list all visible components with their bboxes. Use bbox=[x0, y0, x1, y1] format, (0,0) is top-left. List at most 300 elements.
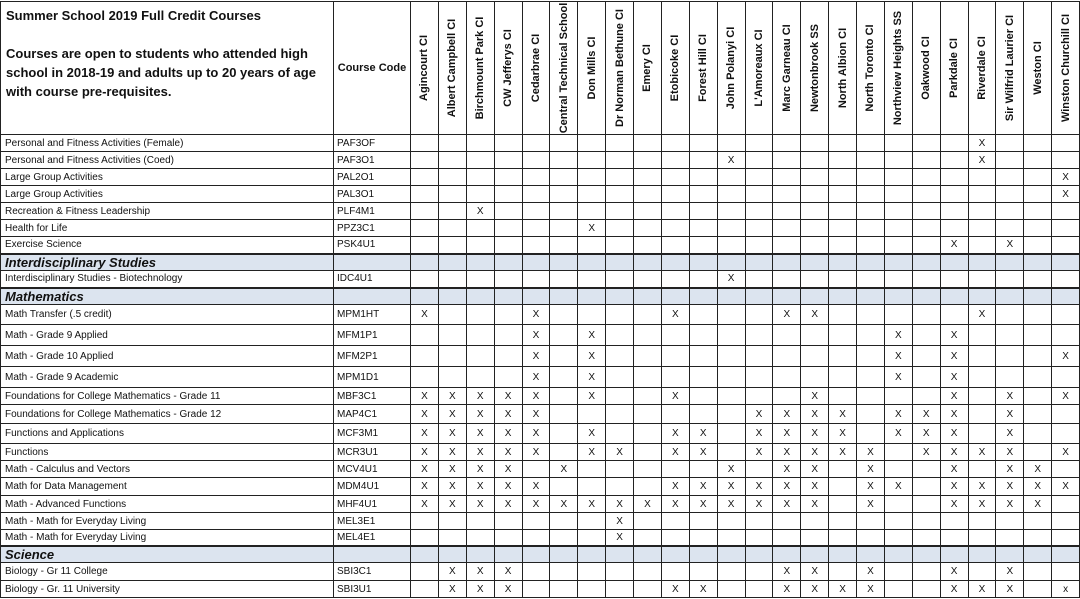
availability-cell: X bbox=[494, 496, 522, 513]
availability-cell bbox=[829, 186, 857, 203]
empty-cell bbox=[745, 546, 773, 563]
course-name: Math - Grade 9 Applied bbox=[1, 325, 334, 346]
course-code: PSK4U1 bbox=[334, 237, 411, 254]
course-code: PAF3O1 bbox=[334, 152, 411, 169]
course-name: Math - Math for Everyday Living bbox=[1, 530, 334, 546]
empty-cell bbox=[334, 254, 411, 271]
empty-cell bbox=[996, 546, 1024, 563]
course-code: PAL2O1 bbox=[334, 169, 411, 186]
availability-cell bbox=[912, 203, 940, 220]
availability-cell bbox=[801, 203, 829, 220]
availability-cell bbox=[411, 367, 439, 388]
availability-cell bbox=[411, 169, 439, 186]
school-name: Birchmount Park CI bbox=[474, 16, 487, 120]
empty-cell bbox=[968, 254, 996, 271]
availability-cell bbox=[494, 152, 522, 169]
school-name: Agincourt CI bbox=[418, 35, 431, 101]
empty-cell bbox=[717, 546, 745, 563]
availability-cell: X bbox=[661, 444, 689, 461]
availability-cell bbox=[745, 563, 773, 581]
availability-cell bbox=[968, 388, 996, 405]
availability-cell: X bbox=[940, 444, 968, 461]
empty-cell bbox=[606, 254, 634, 271]
availability-cell bbox=[717, 367, 745, 388]
school-header bbox=[550, 2, 578, 135]
availability-cell: X bbox=[466, 388, 494, 405]
availability-cell bbox=[634, 271, 662, 288]
school-name: John Polanyi CI bbox=[725, 26, 738, 110]
school-header bbox=[494, 2, 522, 135]
availability-cell bbox=[661, 152, 689, 169]
availability-cell: X bbox=[717, 271, 745, 288]
school-header bbox=[968, 2, 996, 135]
empty-cell bbox=[801, 546, 829, 563]
availability-cell bbox=[438, 186, 466, 203]
course-name: Math - Calculus and Vectors bbox=[1, 461, 334, 478]
availability-cell bbox=[829, 496, 857, 513]
availability-cell bbox=[968, 405, 996, 424]
availability-cell bbox=[745, 581, 773, 598]
school-name: Northview Heights SS bbox=[892, 10, 905, 126]
availability-cell bbox=[884, 388, 912, 405]
availability-cell: X bbox=[912, 405, 940, 424]
availability-cell bbox=[717, 388, 745, 405]
availability-cell bbox=[689, 405, 717, 424]
availability-cell bbox=[857, 135, 885, 152]
school-name: North Albion CI bbox=[836, 27, 849, 109]
availability-cell bbox=[661, 135, 689, 152]
availability-cell bbox=[466, 367, 494, 388]
availability-cell bbox=[550, 388, 578, 405]
availability-cell bbox=[606, 271, 634, 288]
availability-cell bbox=[1052, 305, 1080, 325]
availability-cell: X bbox=[411, 496, 439, 513]
availability-cell bbox=[689, 325, 717, 346]
availability-cell bbox=[494, 367, 522, 388]
course-row bbox=[1, 271, 1080, 288]
availability-cell bbox=[829, 325, 857, 346]
availability-cell bbox=[550, 346, 578, 367]
school-name: Parkdale CI bbox=[948, 38, 961, 98]
availability-cell: X bbox=[857, 461, 885, 478]
availability-cell bbox=[466, 271, 494, 288]
course-code: MPM1HT bbox=[334, 305, 411, 325]
empty-cell bbox=[912, 546, 940, 563]
availability-cell bbox=[1024, 405, 1052, 424]
availability-cell bbox=[411, 152, 439, 169]
availability-cell: X bbox=[996, 388, 1024, 405]
availability-cell bbox=[634, 367, 662, 388]
availability-cell bbox=[857, 405, 885, 424]
availability-cell: X bbox=[745, 424, 773, 444]
availability-cell: X bbox=[494, 424, 522, 444]
availability-cell: X bbox=[522, 305, 550, 325]
availability-cell bbox=[438, 237, 466, 254]
availability-cell bbox=[829, 461, 857, 478]
availability-cell bbox=[606, 325, 634, 346]
availability-cell bbox=[857, 169, 885, 186]
availability-cell bbox=[857, 220, 885, 237]
empty-cell bbox=[689, 288, 717, 305]
availability-cell bbox=[745, 186, 773, 203]
availability-cell bbox=[829, 563, 857, 581]
availability-cell bbox=[606, 203, 634, 220]
empty-cell bbox=[334, 546, 411, 563]
eligibility-note: Courses are open to students who attended high school in 2018-19 and adults up to 20 years of age with course pre-requisites. bbox=[6, 46, 316, 99]
school-name: Marc Garneau CI bbox=[780, 24, 793, 112]
availability-cell bbox=[773, 530, 801, 546]
availability-cell bbox=[689, 237, 717, 254]
empty-cell bbox=[884, 254, 912, 271]
availability-cell: X bbox=[884, 346, 912, 367]
availability-cell: X bbox=[745, 444, 773, 461]
availability-cell bbox=[1024, 220, 1052, 237]
empty-cell bbox=[578, 254, 606, 271]
availability-cell bbox=[411, 203, 439, 220]
availability-cell bbox=[466, 325, 494, 346]
availability-cell: X bbox=[578, 424, 606, 444]
availability-cell bbox=[550, 405, 578, 424]
availability-cell bbox=[968, 346, 996, 367]
course-name: Health for Life bbox=[1, 220, 334, 237]
availability-cell bbox=[717, 237, 745, 254]
availability-cell bbox=[801, 367, 829, 388]
course-name: Math - Grade 10 Applied bbox=[1, 346, 334, 367]
availability-cell bbox=[773, 325, 801, 346]
course-row bbox=[1, 530, 1080, 546]
availability-cell: X bbox=[578, 388, 606, 405]
availability-cell bbox=[940, 152, 968, 169]
availability-cell bbox=[634, 405, 662, 424]
availability-cell bbox=[773, 513, 801, 530]
availability-cell: X bbox=[438, 478, 466, 496]
availability-cell bbox=[829, 135, 857, 152]
availability-cell bbox=[494, 325, 522, 346]
availability-cell bbox=[1024, 388, 1052, 405]
availability-cell: X bbox=[466, 203, 494, 220]
availability-cell bbox=[996, 367, 1024, 388]
empty-cell bbox=[550, 254, 578, 271]
course-code: MCF3M1 bbox=[334, 424, 411, 444]
availability-cell bbox=[745, 220, 773, 237]
availability-cell: X bbox=[940, 581, 968, 598]
availability-cell bbox=[829, 220, 857, 237]
section-row bbox=[1, 254, 1080, 271]
availability-cell: X bbox=[940, 405, 968, 424]
availability-cell bbox=[717, 305, 745, 325]
availability-cell bbox=[773, 367, 801, 388]
availability-cell: X bbox=[1052, 478, 1080, 496]
availability-cell bbox=[857, 530, 885, 546]
availability-cell bbox=[801, 220, 829, 237]
availability-cell bbox=[522, 530, 550, 546]
availability-cell bbox=[857, 388, 885, 405]
availability-cell bbox=[996, 220, 1024, 237]
course-code: PPZ3C1 bbox=[334, 220, 411, 237]
availability-cell bbox=[578, 530, 606, 546]
availability-cell bbox=[912, 152, 940, 169]
course-code: SBI3U1 bbox=[334, 581, 411, 598]
empty-cell bbox=[411, 254, 439, 271]
empty-cell bbox=[522, 546, 550, 563]
availability-cell: X bbox=[522, 424, 550, 444]
availability-cell bbox=[578, 152, 606, 169]
availability-cell bbox=[773, 152, 801, 169]
availability-cell bbox=[1024, 513, 1052, 530]
course-code: MFM2P1 bbox=[334, 346, 411, 367]
course-code: MAP4C1 bbox=[334, 405, 411, 424]
availability-cell: X bbox=[940, 478, 968, 496]
availability-cell bbox=[466, 220, 494, 237]
availability-cell bbox=[634, 563, 662, 581]
empty-cell bbox=[829, 254, 857, 271]
availability-cell bbox=[745, 530, 773, 546]
course-code: MCR3U1 bbox=[334, 444, 411, 461]
availability-cell bbox=[1024, 367, 1052, 388]
availability-cell bbox=[717, 424, 745, 444]
availability-cell bbox=[689, 563, 717, 581]
availability-cell bbox=[857, 237, 885, 254]
course-code: MPM1D1 bbox=[334, 367, 411, 388]
availability-cell: X bbox=[912, 444, 940, 461]
header-row bbox=[1, 2, 1080, 135]
availability-cell bbox=[884, 135, 912, 152]
availability-cell bbox=[1052, 496, 1080, 513]
availability-cell: X bbox=[773, 581, 801, 598]
availability-cell bbox=[912, 220, 940, 237]
school-name: Central Technical School bbox=[557, 2, 570, 134]
availability-cell bbox=[550, 367, 578, 388]
availability-cell bbox=[968, 237, 996, 254]
school-header bbox=[466, 2, 494, 135]
availability-cell bbox=[634, 305, 662, 325]
availability-cell: X bbox=[884, 325, 912, 346]
empty-cell bbox=[1052, 288, 1080, 305]
availability-cell bbox=[829, 305, 857, 325]
availability-cell: X bbox=[494, 478, 522, 496]
availability-cell bbox=[606, 367, 634, 388]
availability-cell bbox=[411, 135, 439, 152]
school-header bbox=[634, 2, 662, 135]
school-header bbox=[717, 2, 745, 135]
empty-cell bbox=[550, 546, 578, 563]
availability-cell bbox=[773, 346, 801, 367]
availability-cell bbox=[689, 530, 717, 546]
availability-cell bbox=[717, 513, 745, 530]
availability-cell bbox=[634, 424, 662, 444]
availability-cell: X bbox=[494, 444, 522, 461]
availability-cell bbox=[550, 203, 578, 220]
availability-cell: X bbox=[801, 563, 829, 581]
availability-cell bbox=[829, 388, 857, 405]
course-name: Interdisciplinary Studies - Biotechnology bbox=[1, 271, 334, 288]
availability-cell bbox=[550, 220, 578, 237]
course-row bbox=[1, 367, 1080, 388]
availability-cell bbox=[438, 271, 466, 288]
empty-cell bbox=[1024, 288, 1052, 305]
availability-cell: X bbox=[494, 461, 522, 478]
availability-cell bbox=[968, 424, 996, 444]
availability-cell bbox=[773, 388, 801, 405]
availability-cell bbox=[884, 444, 912, 461]
school-name: Newtonbrook SS bbox=[808, 23, 821, 113]
availability-cell: X bbox=[411, 388, 439, 405]
availability-cell bbox=[522, 513, 550, 530]
availability-cell: X bbox=[940, 388, 968, 405]
availability-cell: X bbox=[996, 237, 1024, 254]
availability-cell bbox=[857, 325, 885, 346]
availability-cell: X bbox=[773, 444, 801, 461]
availability-cell bbox=[1024, 237, 1052, 254]
availability-cell bbox=[550, 135, 578, 152]
empty-cell bbox=[661, 288, 689, 305]
availability-cell bbox=[745, 367, 773, 388]
empty-cell bbox=[522, 288, 550, 305]
school-name: L'Amoreaux CI bbox=[752, 29, 765, 107]
course-row bbox=[1, 461, 1080, 478]
course-row bbox=[1, 513, 1080, 530]
school-header bbox=[1052, 2, 1080, 135]
course-row bbox=[1, 152, 1080, 169]
availability-cell bbox=[522, 563, 550, 581]
course-name: Exercise Science bbox=[1, 237, 334, 254]
availability-cell bbox=[411, 346, 439, 367]
availability-cell: X bbox=[411, 424, 439, 444]
availability-cell: X bbox=[968, 444, 996, 461]
availability-cell bbox=[857, 424, 885, 444]
course-name: Math - Math for Everyday Living bbox=[1, 513, 334, 530]
availability-cell bbox=[1052, 203, 1080, 220]
availability-cell: X bbox=[411, 405, 439, 424]
availability-cell bbox=[411, 186, 439, 203]
availability-cell: X bbox=[466, 424, 494, 444]
availability-cell: X bbox=[466, 405, 494, 424]
availability-cell: X bbox=[996, 424, 1024, 444]
availability-cell bbox=[661, 169, 689, 186]
availability-cell bbox=[912, 478, 940, 496]
course-table bbox=[0, 1, 1080, 598]
availability-cell bbox=[1024, 186, 1052, 203]
availability-cell bbox=[1024, 346, 1052, 367]
availability-cell bbox=[996, 305, 1024, 325]
availability-cell: X bbox=[661, 478, 689, 496]
availability-cell: X bbox=[578, 496, 606, 513]
school-name: Riverdale CI bbox=[975, 36, 988, 100]
availability-cell bbox=[717, 405, 745, 424]
availability-cell: X bbox=[940, 563, 968, 581]
school-name: Oakwood CI bbox=[920, 36, 933, 100]
availability-cell: X bbox=[996, 581, 1024, 598]
course-name: Large Group Activities bbox=[1, 186, 334, 203]
availability-cell bbox=[1052, 325, 1080, 346]
availability-cell: X bbox=[578, 367, 606, 388]
availability-cell: X bbox=[829, 581, 857, 598]
availability-cell: X bbox=[494, 581, 522, 598]
availability-cell: X bbox=[438, 388, 466, 405]
availability-cell bbox=[578, 405, 606, 424]
availability-cell bbox=[606, 169, 634, 186]
section-row bbox=[1, 288, 1080, 305]
course-name: Math - Advanced Functions bbox=[1, 496, 334, 513]
availability-cell bbox=[634, 237, 662, 254]
availability-cell bbox=[438, 325, 466, 346]
availability-cell bbox=[1052, 220, 1080, 237]
availability-cell bbox=[606, 152, 634, 169]
availability-cell bbox=[634, 530, 662, 546]
section-row bbox=[1, 546, 1080, 563]
availability-cell bbox=[912, 346, 940, 367]
availability-cell bbox=[578, 271, 606, 288]
course-code: MBF3C1 bbox=[334, 388, 411, 405]
availability-cell bbox=[550, 325, 578, 346]
availability-cell bbox=[466, 513, 494, 530]
empty-cell bbox=[689, 254, 717, 271]
availability-cell bbox=[1024, 203, 1052, 220]
availability-cell bbox=[857, 271, 885, 288]
availability-cell bbox=[1052, 237, 1080, 254]
availability-cell bbox=[634, 186, 662, 203]
availability-cell bbox=[801, 135, 829, 152]
empty-cell bbox=[801, 288, 829, 305]
availability-cell: X bbox=[1052, 444, 1080, 461]
availability-cell: X bbox=[773, 305, 801, 325]
school-name: Forest Hill CI bbox=[697, 34, 710, 102]
availability-cell bbox=[996, 135, 1024, 152]
availability-cell bbox=[1024, 305, 1052, 325]
availability-cell bbox=[968, 271, 996, 288]
availability-cell bbox=[550, 305, 578, 325]
availability-cell: X bbox=[717, 461, 745, 478]
availability-cell: X bbox=[411, 461, 439, 478]
availability-cell bbox=[884, 271, 912, 288]
availability-cell: X bbox=[438, 405, 466, 424]
availability-cell bbox=[717, 530, 745, 546]
availability-cell bbox=[829, 203, 857, 220]
availability-cell bbox=[689, 169, 717, 186]
availability-cell bbox=[438, 346, 466, 367]
availability-cell bbox=[996, 346, 1024, 367]
empty-cell bbox=[940, 288, 968, 305]
availability-cell bbox=[996, 530, 1024, 546]
empty-cell bbox=[1024, 254, 1052, 271]
empty-cell bbox=[494, 288, 522, 305]
availability-cell bbox=[745, 346, 773, 367]
course-row bbox=[1, 203, 1080, 220]
course-row bbox=[1, 444, 1080, 461]
availability-cell bbox=[578, 203, 606, 220]
availability-cell: X bbox=[745, 478, 773, 496]
empty-cell bbox=[494, 254, 522, 271]
section-title: Interdisciplinary Studies bbox=[1, 254, 334, 271]
availability-cell bbox=[968, 203, 996, 220]
availability-cell bbox=[801, 152, 829, 169]
availability-cell bbox=[438, 305, 466, 325]
availability-cell bbox=[1024, 135, 1052, 152]
availability-cell bbox=[940, 271, 968, 288]
availability-cell bbox=[717, 346, 745, 367]
empty-cell bbox=[857, 288, 885, 305]
availability-cell bbox=[857, 513, 885, 530]
availability-cell bbox=[689, 513, 717, 530]
course-name: Foundations for College Mathematics - Grade 12 bbox=[1, 405, 334, 424]
school-name: Etobicoke CI bbox=[669, 34, 682, 102]
availability-cell: X bbox=[438, 444, 466, 461]
availability-cell: X bbox=[522, 405, 550, 424]
availability-cell bbox=[634, 220, 662, 237]
availability-cell: X bbox=[411, 305, 439, 325]
course-code: MEL3E1 bbox=[334, 513, 411, 530]
course-row bbox=[1, 581, 1080, 598]
